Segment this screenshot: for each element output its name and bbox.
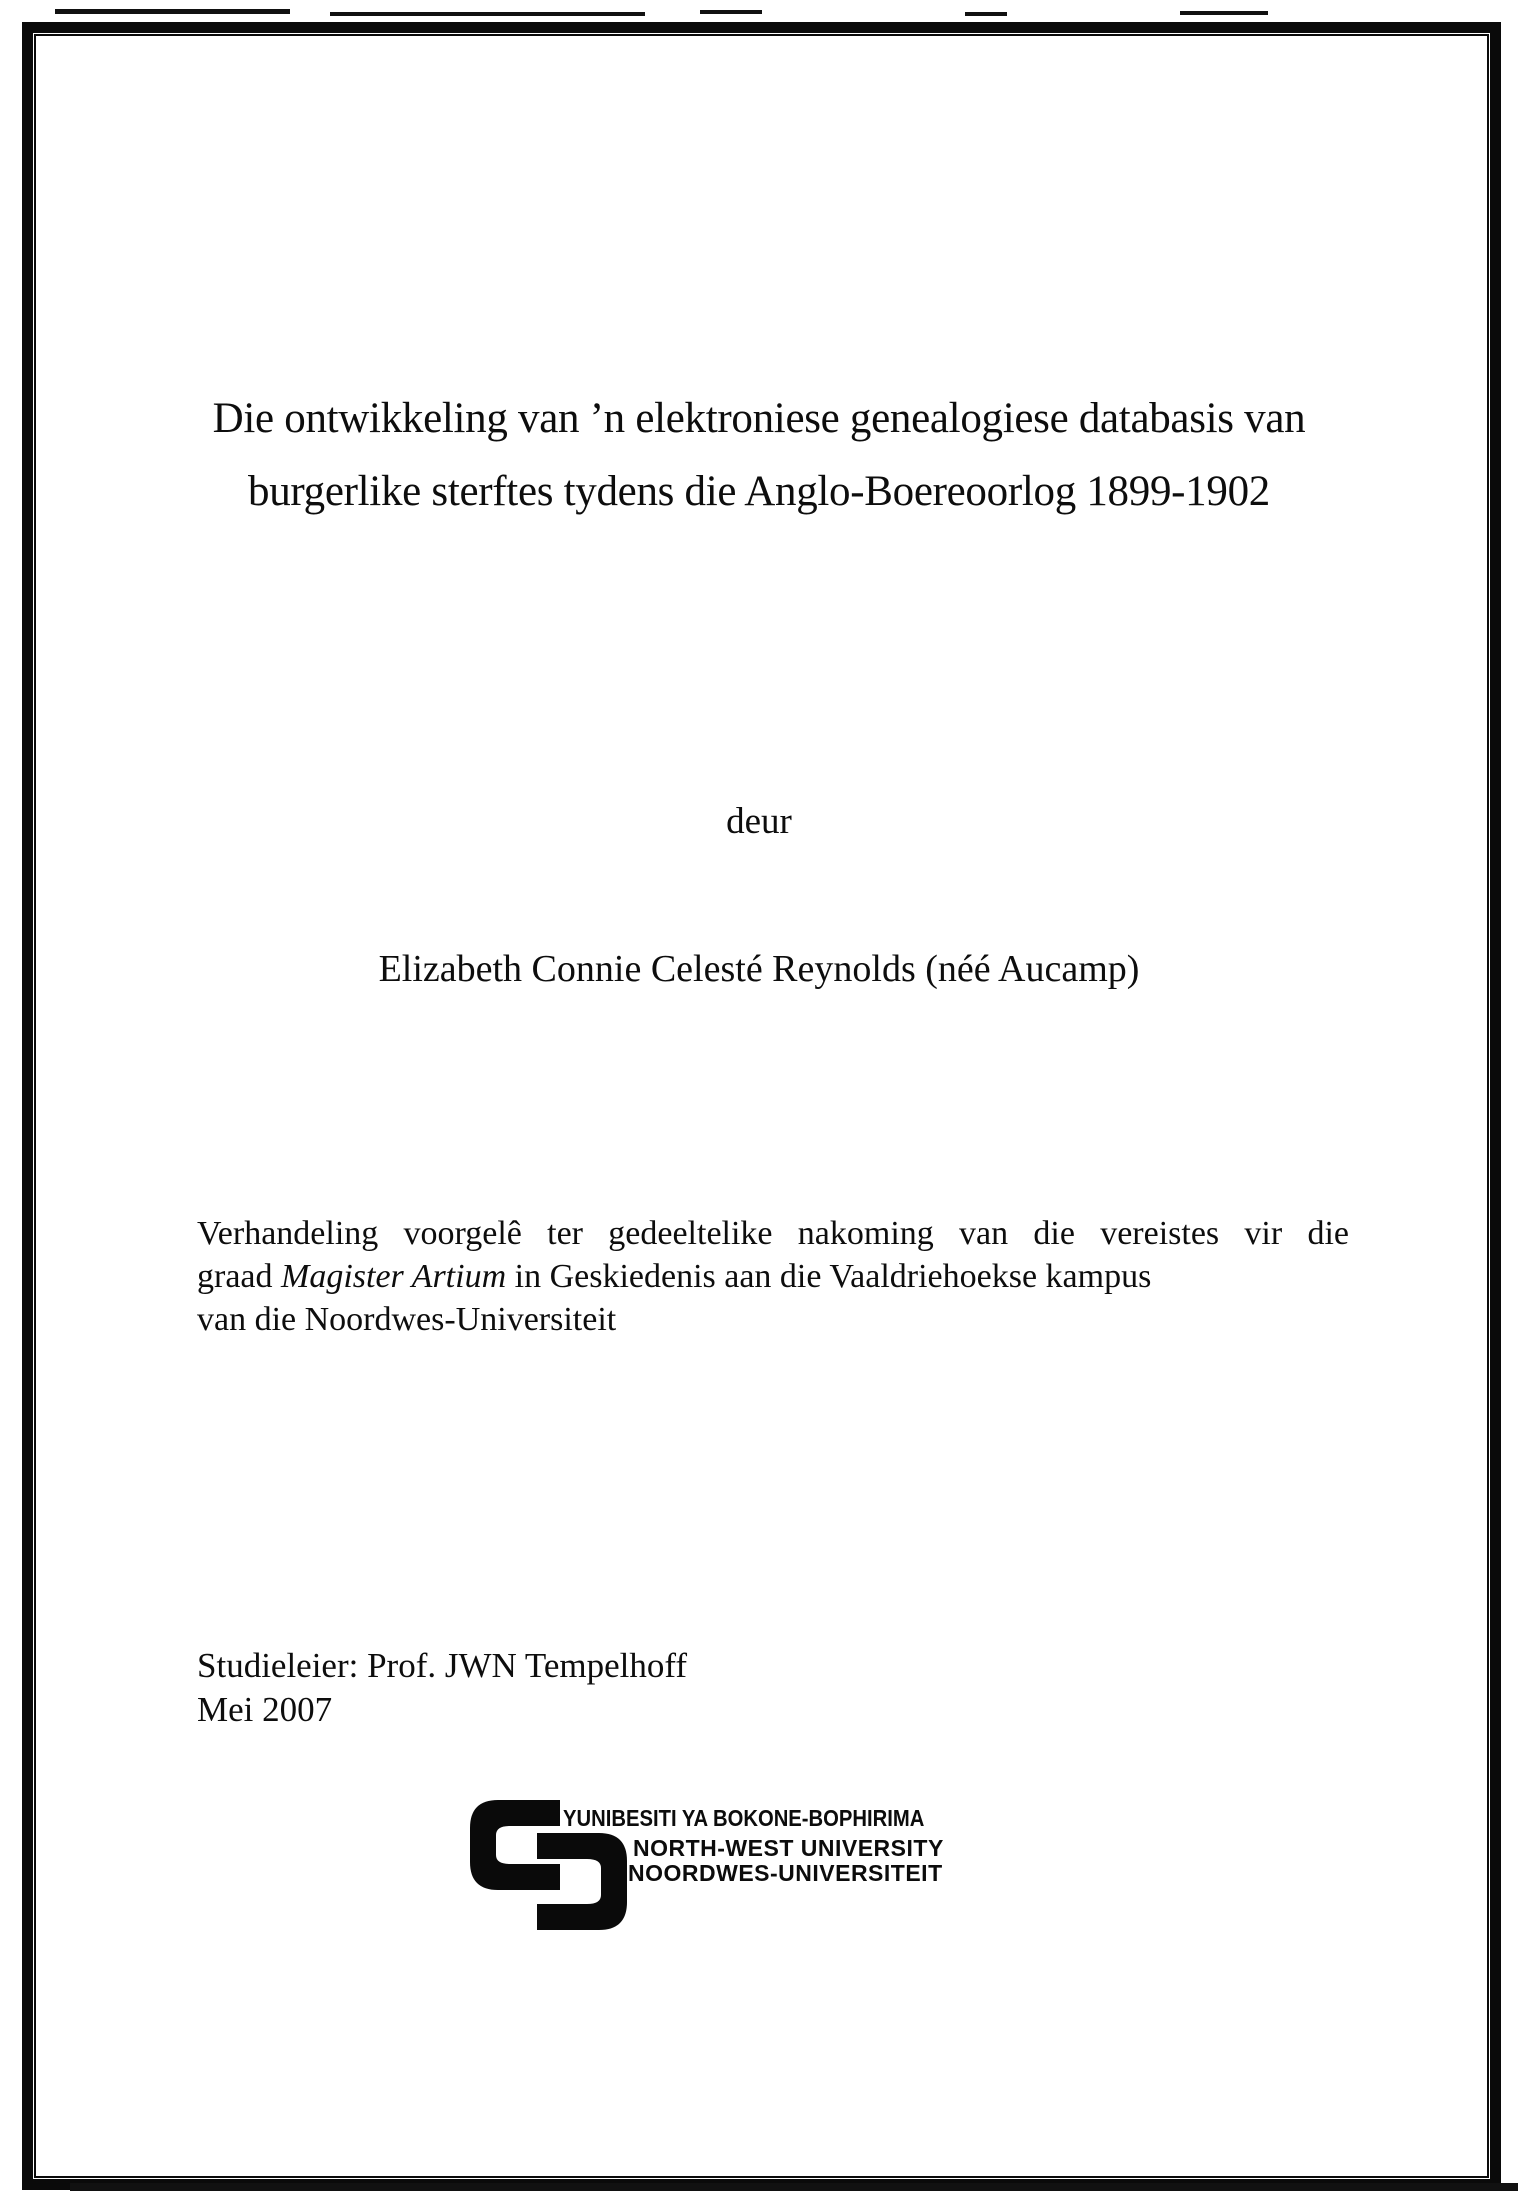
supervisor-block — [197, 1644, 687, 1732]
statement-line1: Verhandeling voorgelê ter gedeeltelike nakoming van die vereistes vir die — [197, 1215, 1349, 1252]
supervisor-line: Studieleier: Prof. JWN Tempelhoff — [197, 1646, 688, 1685]
statement-line2-suffix: in Geskiedenis aan die Vaaldriehoekse kampus — [506, 1258, 1152, 1295]
scan-artifact — [330, 12, 645, 16]
degree-name: Magister Artium — [281, 1258, 507, 1295]
scan-artifact — [70, 2183, 1518, 2191]
scan-artifact — [55, 9, 290, 14]
logo-wordmark-english: NORTH-WEST UNIVERSITY — [633, 1835, 944, 1861]
scan-artifact — [965, 12, 1007, 16]
statement-line3: van die Noordwes-Universiteit — [197, 1301, 617, 1338]
statement-line2 — [197, 1255, 1349, 1298]
date-line: Mei 2007 — [197, 1690, 333, 1729]
author-name: Elizabeth Connie Celesté Reynolds (néé Aucamp) — [378, 948, 1140, 990]
logo-wordmark-setswana: YUNIBESITI YA BOKONE-BOPHIRIMA — [563, 1805, 925, 1831]
byline-deur: deur — [726, 801, 792, 842]
logo-wordmark-afrikaans: NOORDWES-UNIVERSITEIT — [628, 1860, 943, 1886]
scan-artifact — [700, 10, 762, 14]
thesis-title-line1: Die ontwikkeling van ’n elektroniese genealogiese databasis van — [212, 395, 1306, 442]
thesis-title — [35, 382, 1483, 528]
university-logo — [470, 1797, 990, 1947]
thesis-title-line2: burgerlike sterftes tydens die Anglo-Boereoorlog 1899-1902 — [248, 468, 1270, 515]
submission-statement — [197, 1212, 1349, 1341]
statement-line2-prefix: graad — [197, 1258, 282, 1295]
scan-artifact — [1180, 11, 1268, 15]
